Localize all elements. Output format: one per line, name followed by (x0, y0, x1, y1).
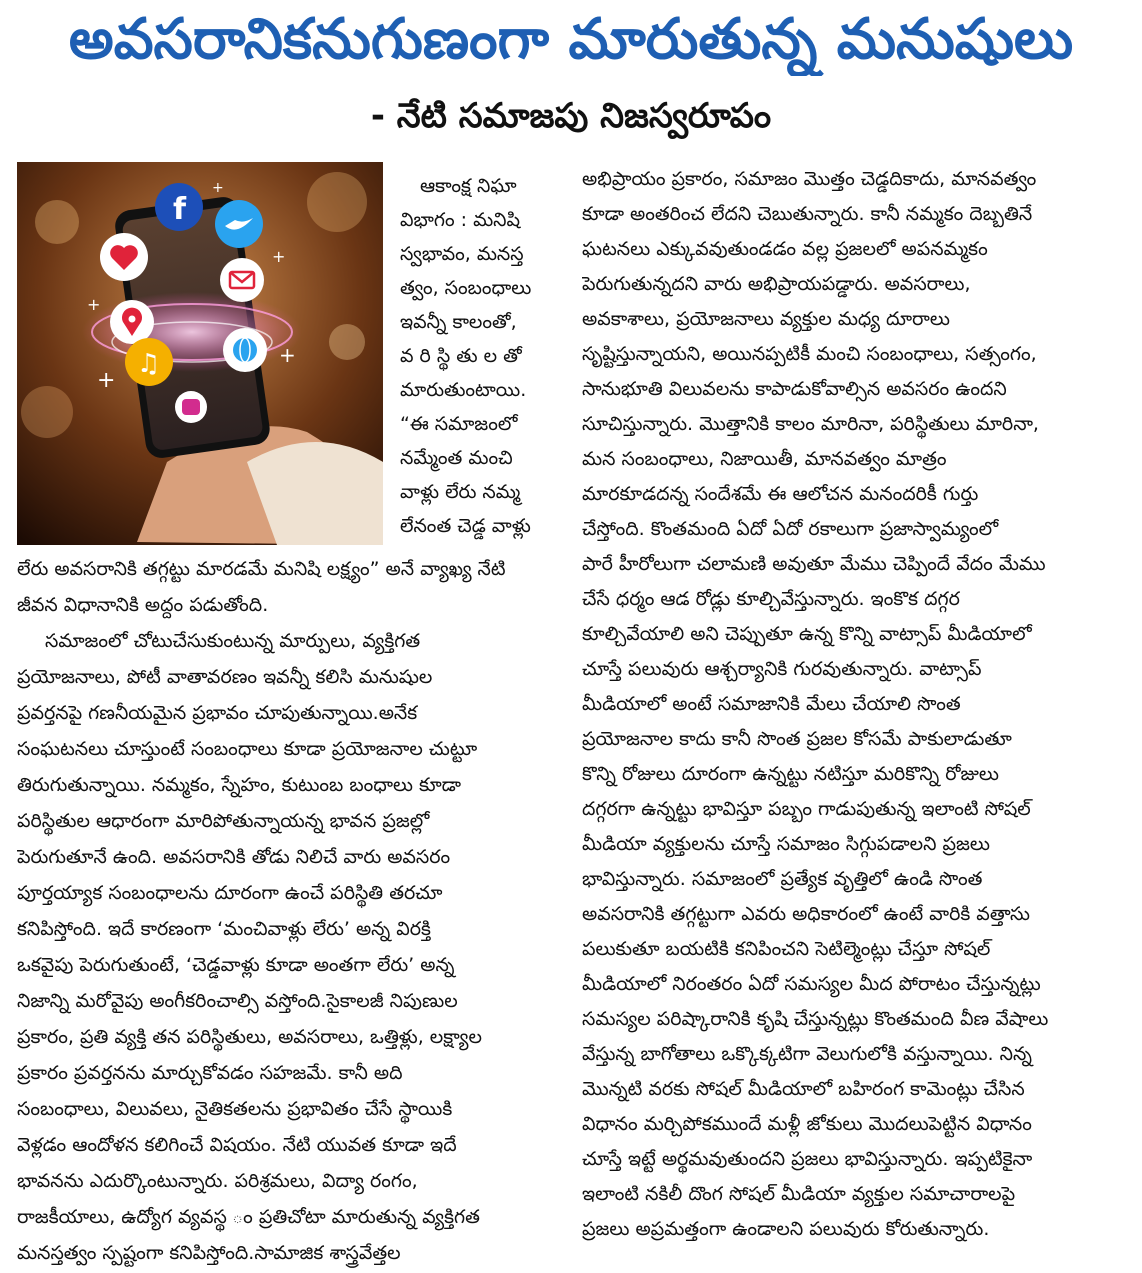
paragraph-line: పూర్తయ్యాక సంబంధాలను దూరంగా ఉంచే పరిస్థితి తరచూ (17, 882, 443, 904)
paragraph-line: వ రి స్థి తు ల తో (400, 345, 522, 367)
svg-text:+: + (279, 343, 296, 367)
article-photo (17, 162, 383, 545)
paragraph-line: సూచిస్తున్నారు. మొత్తానికి కాలం మారినా, పరిస్థితులు మారినా, (582, 413, 1039, 435)
paragraph-line: ప్రకారం, ప్రతి వ్యక్తి తన పరిస్థితులు, అవసరాలు, ఒత్తిళ్లు, లక్ష్యాల (17, 1026, 482, 1048)
paragraph-line: “ఈ సమాజంలో (400, 413, 518, 435)
mail-icon (220, 258, 264, 302)
paragraph-line: ప్రయోజనాల కాదు కానీ సొంత ప్రజల కోసమే పాకులాడుతూ (582, 728, 1012, 750)
paragraph-line: మారకూడదన్న సందేశమే ఈ ఆలోచన మనందరికీ గుర్తు (582, 483, 979, 505)
location-pin-icon (110, 300, 154, 344)
paragraph-line: మారుతుంటాయి. (400, 379, 527, 401)
paragraph-line: అభిప్రాయం ప్రకారం, సమాజం మొత్తం చెడ్డదికాదు, మానవత్వం (582, 168, 1037, 190)
svg-text:f: f (173, 192, 187, 227)
paragraph-line: విధానం మర్చిపోకముందే మళ్లీ జోకులు మొదలుపెట్టిన విధానం (582, 1113, 1032, 1135)
music-note-icon (125, 338, 173, 386)
svg-text:+: + (272, 247, 286, 266)
subheadline: - నేటి సమాజపు నిజస్వరూపం (370, 96, 772, 136)
paragraph-line: కూల్చివేయాలి అని చెప్పుతూ ఉన్న కొన్ని వాట్సాప్ మీడియాలో (582, 623, 1032, 645)
paragraph-line: పలుకుతూ బయటికి కనిపించని సెటిల్మెంట్లు చేస్తూ సోషల్ (582, 938, 991, 960)
paragraph-line: వాళ్లు లేరు నమ్మ (400, 481, 521, 503)
paragraph-line: అవకాశాలు, ప్రయోజనాలు వ్యక్తుల మధ్య దూరాలు (582, 308, 950, 330)
camera-icon (175, 391, 207, 423)
paragraph-line: మీడియాలో నిరంతరం ఏదో సమస్యల మీద పోరాటం చేస్తున్నట్లు (582, 973, 1041, 995)
paragraph-line: విభాగం : మనిషి (400, 209, 521, 231)
paragraph-line: చూస్తే పలువురు ఆశ్చర్యానికి గురవుతున్నారు. వాట్సాప్ (582, 658, 982, 680)
paragraph-line: నమ్మేంత మంచి (400, 447, 513, 469)
heart-icon (100, 233, 148, 281)
facebook-icon (155, 183, 203, 231)
paragraph-line: ప్రజలు అప్రమత్తంగా ఉండాలని పలువురు కోరుతున్నారు. (582, 1218, 990, 1240)
paragraph-line: స్వభావం, మనస్త (400, 243, 524, 265)
paragraph-line: ఇవన్నీ కాలంతో, (400, 311, 517, 333)
paragraph-line: భావిస్తున్నారు. సమాజంలో ప్రత్యేక వృత్తిలో ఉండి సొంత (582, 868, 983, 890)
paragraph-line: ప్రయోజనాలు, పోటీ వాతావరణం ఇవన్నీ కలిసి మనుషుల (17, 666, 433, 688)
paragraph-line: పారే హీరోలుగా చలామణి అవుతూ మేము చెప్పిందే వేదం మేము (582, 553, 1046, 575)
paragraph-line: ప్రవర్తనపై గణనీయమైన ప్రభావం చూపుతున్నాయి.అనేక (17, 702, 418, 724)
paragraph-line: మన సంబంధాలు, నిజాయితీ, మానవత్వం మాత్రం (582, 448, 947, 470)
paragraph-line: నిజాన్ని మరోవైపు అంగీకరించాల్సి వస్తోంది.సైకాలజీ నిపుణుల (17, 990, 458, 1012)
paragraph-line: ఆకాంక్ష నిఘా (420, 175, 517, 197)
paragraph-line: ఘటనలు ఎక్కువవుతుండడం వల్ల ప్రజలలో అపనమ్మకం (582, 238, 988, 260)
paragraph-line: మీడియాలో అంటే సమాజానికి మేలు చేయాలి సొంత (582, 693, 961, 715)
paragraph-line: ప్రకారం ప్రవర్తనను మార్చుకోవడం సహజమే. కానీ అది (17, 1062, 403, 1084)
paragraph-line: చేస్తోంది. కొంతమంది ఏదో ఏదో రకాలుగా ప్రజాస్వామ్యంలో (582, 518, 999, 540)
paragraph-line: ఇలాంటి నకిలీ దొంగ సోషల్ మీడియా వ్యక్తుల సమాచారాలపై (582, 1183, 1016, 1205)
paragraph-line: పెరుగుతున్నదని వారు అభిప్రాయపడ్డారు. అవసరాలు, (582, 273, 971, 295)
svg-text:+: + (87, 295, 101, 314)
paragraph-line: దగ్గరగా ఉన్నట్టు భావిస్తూ పబ్బం గాడుపుతున్న ఇలాంటి సోషల్ (582, 798, 1031, 820)
paragraph-line: మనస్తత్వం స్పష్టంగా కనిపిస్తోంది.సామాజిక శాస్త్రవేత్తల (17, 1242, 401, 1264)
paragraph-line: వెళ్లడం ఆందోళన కలిగించే విషయం. నేటి యువత కూడా ఇదే (17, 1134, 457, 1156)
headline: అవసరానికనుగుణంగా మారుతున్న మనుషులు (68, 7, 1074, 72)
paragraph-line: లేరు అవసరానికి తగ్గట్టు మారడమే మనిషి లక్ష్యం” అనే వ్యాఖ్య నేటి (17, 558, 506, 580)
paragraph-line: కూడా అంతరించ లేదని చెబుతున్నారు. కానీ నమ్మకం దెబ్బతినే (582, 203, 1033, 225)
paragraph-line: సమస్యల పరిష్కారానికి కృషి చేస్తున్నట్లు కొంతమంది వీణ వేషాలు (582, 1008, 1049, 1030)
svg-text:+: + (97, 368, 116, 393)
globe-icon (223, 328, 267, 372)
paragraph-line: సంఘటనలు చూస్తుంటే సంబంధాలు కూడా ప్రయోజనాల చుట్టూ (17, 738, 478, 760)
paragraph-line: సంబంధాలు, విలువలు, నైతికతలను ప్రభావితం చేసే స్థాయికి (17, 1098, 453, 1120)
paragraph-line: మీడియా వ్యక్తులను చూస్తే సమాజం సిగ్గుపడాలని ప్రజలు (582, 833, 990, 855)
svg-text:♫: ♫ (137, 349, 161, 379)
paragraph-line: జీవన విధానానికి అద్దం పడుతోంది. (17, 594, 269, 616)
paragraph-line: ఒకవైపు పెరుగుతుంటే, ‘చెడ్డవాళ్లు కూడా అంతగా లేరు’ అన్న (17, 954, 455, 976)
paragraph-line: అవసరానికి తగ్గట్టుగా ఎవరు అధికారంలో ఉంటే వారికి వత్తాసు (582, 903, 1030, 925)
twitter-icon (215, 200, 263, 248)
paragraph-line: కొన్ని రోజులు దూరంగా ఉన్నట్టు నటిస్తూ మరికొన్ని రోజులు (582, 763, 999, 785)
paragraph-line: వేస్తున్న బాగోతాలు ఒక్కొక్కటిగా వెలుగులోకి వస్తున్నాయి. నిన్న (582, 1043, 1032, 1065)
paragraph-line: భావనను ఎదుర్కొంటున్నారు. పరిశ్రమలు, విద్యా రంగం, (17, 1170, 418, 1192)
paragraph-line: పరిస్థితుల ఆధారంగా మారిపోతున్నాయన్న భావన ప్రజల్లో (17, 810, 430, 832)
paragraph-line: పెరుగుతూనే ఉంది. అవసరానికి తోడు నిలిచే వారు అవసరం (17, 846, 451, 868)
paragraph-line: లేనంత చెడ్డ వాళ్లు (400, 515, 531, 537)
paragraph-line: త్వం, సంబంధాలు (400, 277, 532, 299)
paragraph-line: చేసే ధర్మం ఆడ రోడ్లు కూల్చివేస్తున్నారు. ఇంకొక దగ్గర (582, 588, 960, 610)
svg-text:+: + (212, 180, 224, 196)
paragraph-line: మొన్నటి వరకు సోషల్ మీడియాలో బహిరంగ కామెంట్లు చేసిన (582, 1078, 1025, 1100)
paragraph-line: సృష్టిస్తున్నాయని, అయినప్పటికీ మంచి సంబంధాలు, సత్సంగం, (582, 343, 1037, 365)
paragraph-line: సమాజంలో చోటుచేసుకుంటున్న మార్పులు, వ్యక్తిగత (45, 630, 421, 652)
paragraph-line: కనిపిస్తోంది. ఇదే కారణంగా ‘మంచివాళ్లు లేరు’ అన్న విరక్తి (17, 918, 431, 940)
paragraph-line: తిరుగుతున్నాయి. నమ్మకం, స్నేహం, కుటుంబ బంధాలు కూడా (17, 774, 462, 796)
paragraph-line: సానుభూతి విలువలను కాపాడుకోవాల్సిన అవసరం ఉందని (582, 378, 1007, 400)
paragraph-line: చూస్తే ఇట్టే అర్థమవుతుందని ప్రజలు భావిస్తున్నారు. ఇప్పటికైనా (582, 1148, 1033, 1170)
paragraph-line: రాజకీయాలు, ఉద్యోగ వ్యవస్థ ం ప్రతిచోటా మారుతున్న వ్యక్తిగత (17, 1206, 480, 1228)
